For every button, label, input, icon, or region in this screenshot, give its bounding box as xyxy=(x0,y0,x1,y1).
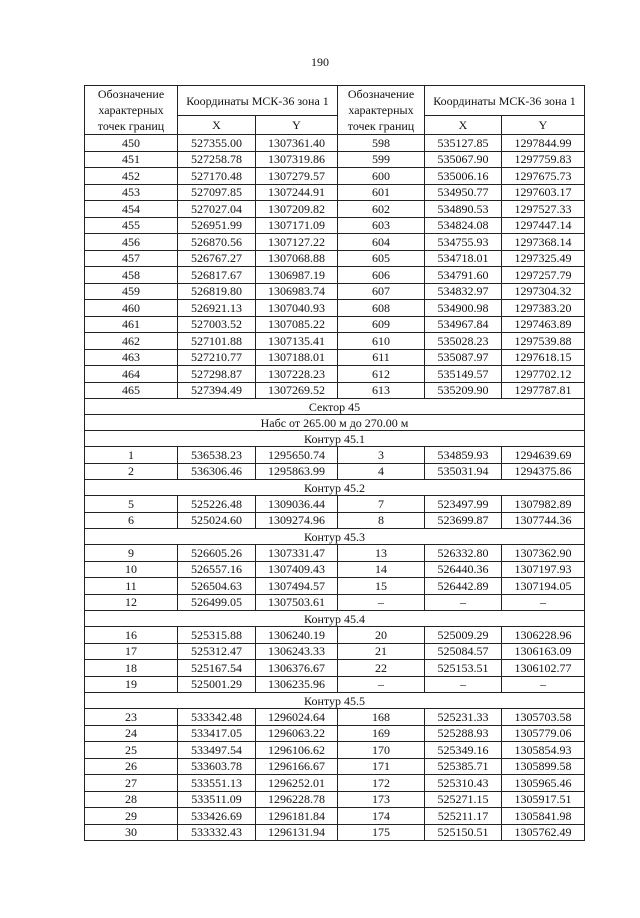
table-cell: 525009.29 xyxy=(425,627,502,644)
table-cell: 1307269.52 xyxy=(256,382,338,399)
table-cell: 527298.87 xyxy=(178,366,256,383)
table-cell: – xyxy=(425,594,502,611)
table-cell: 15 xyxy=(338,578,425,595)
table-cell: 1305779.06 xyxy=(502,725,585,742)
table-cell: 175 xyxy=(338,824,425,841)
table-cell: 603 xyxy=(338,217,425,234)
table-cell: 526921.13 xyxy=(178,300,256,317)
table-cell: 533332.43 xyxy=(178,824,256,841)
table-row xyxy=(85,250,585,267)
table-cell: 1306235.96 xyxy=(256,676,338,693)
table-cell: 535067.90 xyxy=(425,151,502,168)
table-cell: 604 xyxy=(338,234,425,251)
table-cell: 527101.88 xyxy=(178,333,256,350)
table-cell: 171 xyxy=(338,758,425,775)
table-cell: 1306240.19 xyxy=(256,627,338,644)
table-cell: 535087.97 xyxy=(425,349,502,366)
table-cell: 523699.87 xyxy=(425,512,502,529)
table-cell: – xyxy=(502,594,585,611)
table-cell: 526767.27 xyxy=(178,250,256,267)
table-cell: 534718.01 xyxy=(425,250,502,267)
table-cell: 458 xyxy=(85,267,178,284)
contour-title: Контур 45.1 xyxy=(85,431,585,447)
table-row xyxy=(85,201,585,218)
table-cell: 526817.67 xyxy=(178,267,256,284)
table-row xyxy=(85,660,585,677)
table-cell: 1307362.90 xyxy=(502,545,585,562)
table-cell: 1306102.77 xyxy=(502,660,585,677)
table-row xyxy=(85,349,585,366)
table-cell: 465 xyxy=(85,382,178,399)
table-row xyxy=(85,824,585,841)
table-cell: 1307068.88 xyxy=(256,250,338,267)
table-cell: 609 xyxy=(338,316,425,333)
table-cell: 1297304.32 xyxy=(502,283,585,300)
table-row xyxy=(85,594,585,611)
table-cell: 1294375.86 xyxy=(502,463,585,480)
table-cell: 1296131.94 xyxy=(256,824,338,841)
table-cell: 1297844.99 xyxy=(502,135,585,152)
contour-title: Контур 45.2 xyxy=(85,480,585,496)
table-row xyxy=(85,382,585,399)
sector-subtitle-row xyxy=(85,415,585,431)
table-cell: 525312.47 xyxy=(178,643,256,660)
table-cell: 16 xyxy=(85,627,178,644)
table-row xyxy=(85,496,585,513)
contour-title-row xyxy=(85,611,585,627)
table-cell: 1306243.33 xyxy=(256,643,338,660)
table-cell: 22 xyxy=(338,660,425,677)
table-cell: 2 xyxy=(85,463,178,480)
table-cell: 525167.54 xyxy=(178,660,256,677)
table-cell: 535031.94 xyxy=(425,463,502,480)
table-cell: 1295863.99 xyxy=(256,463,338,480)
table-cell: 1307040.93 xyxy=(256,300,338,317)
table-cell: 526499.05 xyxy=(178,594,256,611)
table-cell: 607 xyxy=(338,283,425,300)
table-row xyxy=(85,627,585,644)
table-row xyxy=(85,578,585,595)
table-cell: 525226.48 xyxy=(178,496,256,513)
table-cell: 6 xyxy=(85,512,178,529)
table-cell: 4 xyxy=(338,463,425,480)
table-cell: 534824.08 xyxy=(425,217,502,234)
table-cell: 1307244.91 xyxy=(256,184,338,201)
header-point-left: Обозначение характерных точек границ xyxy=(85,86,178,135)
table-cell: 17 xyxy=(85,643,178,660)
table-cell: 29 xyxy=(85,808,178,825)
table-row xyxy=(85,135,585,152)
table-cell: 526442.89 xyxy=(425,578,502,595)
table-cell: 1297368.14 xyxy=(502,234,585,251)
table-row xyxy=(85,758,585,775)
table-cell: 527355.00 xyxy=(178,135,256,152)
table-cell: 533417.05 xyxy=(178,725,256,742)
table-cell: 1307331.47 xyxy=(256,545,338,562)
table-cell: 534791.60 xyxy=(425,267,502,284)
table-cell: 533511.09 xyxy=(178,791,256,808)
table-cell: – xyxy=(338,594,425,611)
table-row xyxy=(85,234,585,251)
table-cell: 1309274.96 xyxy=(256,512,338,529)
table-row xyxy=(85,300,585,317)
table-cell: 525001.29 xyxy=(178,676,256,693)
table-cell: 1296252.01 xyxy=(256,775,338,792)
table-cell: 534950.77 xyxy=(425,184,502,201)
table-cell: 1296024.64 xyxy=(256,709,338,726)
table-row xyxy=(85,742,585,759)
table-cell: 1 xyxy=(85,447,178,464)
table-cell: 8 xyxy=(338,512,425,529)
table-cell: 525150.51 xyxy=(425,824,502,841)
table-cell: 1307194.05 xyxy=(502,578,585,595)
table-row xyxy=(85,316,585,333)
table-row xyxy=(85,808,585,825)
table-row xyxy=(85,775,585,792)
table-cell: 1296063.22 xyxy=(256,725,338,742)
coordinates-table xyxy=(84,85,585,841)
header-x-right: X xyxy=(425,116,502,135)
table-cell: 24 xyxy=(85,725,178,742)
table-row xyxy=(85,217,585,234)
table-cell: 611 xyxy=(338,349,425,366)
table-cell: 610 xyxy=(338,333,425,350)
table-cell: 1297527.33 xyxy=(502,201,585,218)
table-cell: 526332.80 xyxy=(425,545,502,562)
table-cell: 23 xyxy=(85,709,178,726)
contour-title: Контур 45.4 xyxy=(85,611,585,627)
table-cell: 1307127.22 xyxy=(256,234,338,251)
table-cell: 535209.90 xyxy=(425,382,502,399)
table-cell: 1297463.89 xyxy=(502,316,585,333)
table-cell: 1306228.96 xyxy=(502,627,585,644)
table-cell: 1297675.73 xyxy=(502,168,585,185)
table-cell: 1297702.12 xyxy=(502,366,585,383)
table-cell: 1307361.40 xyxy=(256,135,338,152)
table-cell: 534967.84 xyxy=(425,316,502,333)
table-cell: 1306983.74 xyxy=(256,283,338,300)
table-cell: 527003.52 xyxy=(178,316,256,333)
table-cell: 453 xyxy=(85,184,178,201)
table-cell: 1305841.98 xyxy=(502,808,585,825)
table-cell: 536538.23 xyxy=(178,447,256,464)
table-cell: 612 xyxy=(338,366,425,383)
sector-subtitle: Набс от 265.00 м до 270.00 м xyxy=(85,415,585,431)
table-cell: 1297618.15 xyxy=(502,349,585,366)
table-cell: 1306376.67 xyxy=(256,660,338,677)
table-cell: 456 xyxy=(85,234,178,251)
table-row xyxy=(85,676,585,693)
table-cell: 525211.17 xyxy=(425,808,502,825)
header-coords-left: Координаты МСК-36 зона 1 xyxy=(178,86,338,116)
table-cell: – xyxy=(502,676,585,693)
table-cell: 1297383.20 xyxy=(502,300,585,317)
table-cell: 460 xyxy=(85,300,178,317)
table-cell: 25 xyxy=(85,742,178,759)
table-cell: 534859.93 xyxy=(425,447,502,464)
table-cell: 1305965.46 xyxy=(502,775,585,792)
table-cell: 1294639.69 xyxy=(502,447,585,464)
table-cell: 12 xyxy=(85,594,178,611)
table-cell: 527394.49 xyxy=(178,382,256,399)
table-cell: 602 xyxy=(338,201,425,218)
table-row xyxy=(85,151,585,168)
table-cell: 452 xyxy=(85,168,178,185)
table-cell: 28 xyxy=(85,791,178,808)
table-cell: 613 xyxy=(338,382,425,399)
table-cell: 525153.51 xyxy=(425,660,502,677)
table-cell: 525231.33 xyxy=(425,709,502,726)
table-cell: 1295650.74 xyxy=(256,447,338,464)
table-cell: 1297603.17 xyxy=(502,184,585,201)
table-cell: 1297787.81 xyxy=(502,382,585,399)
table-cell: 3 xyxy=(338,447,425,464)
table-cell: 606 xyxy=(338,267,425,284)
header-y-left: Y xyxy=(256,116,338,135)
table-cell: 462 xyxy=(85,333,178,350)
table-cell: 459 xyxy=(85,283,178,300)
table-cell: 536306.46 xyxy=(178,463,256,480)
table-cell: 1307171.09 xyxy=(256,217,338,234)
table-cell: 523497.99 xyxy=(425,496,502,513)
header-y-right: Y xyxy=(502,116,585,135)
table-cell: 1307279.57 xyxy=(256,168,338,185)
table-cell: 533603.78 xyxy=(178,758,256,775)
table-cell: 535006.16 xyxy=(425,168,502,185)
table-cell: 525024.60 xyxy=(178,512,256,529)
table-cell: 10 xyxy=(85,561,178,578)
table-cell: 526440.36 xyxy=(425,561,502,578)
table-cell: 1307135.41 xyxy=(256,333,338,350)
table-cell: 601 xyxy=(338,184,425,201)
table-cell: 1307228.23 xyxy=(256,366,338,383)
table-row xyxy=(85,512,585,529)
table-cell: 525084.57 xyxy=(425,643,502,660)
table-cell: 1305762.49 xyxy=(502,824,585,841)
table-cell: 533551.13 xyxy=(178,775,256,792)
table-cell: 7 xyxy=(338,496,425,513)
table-cell: 1309036.44 xyxy=(256,496,338,513)
table-cell: 11 xyxy=(85,578,178,595)
table-cell: 1296166.67 xyxy=(256,758,338,775)
table-cell: 26 xyxy=(85,758,178,775)
table-row xyxy=(85,725,585,742)
table-cell: 20 xyxy=(338,627,425,644)
table-row xyxy=(85,447,585,464)
table-cell: 168 xyxy=(338,709,425,726)
table-cell: 1297447.14 xyxy=(502,217,585,234)
table-cell: 169 xyxy=(338,725,425,742)
table-cell: 27 xyxy=(85,775,178,792)
table-cell: 1307982.89 xyxy=(502,496,585,513)
table-cell: 526951.99 xyxy=(178,217,256,234)
table-cell: 525288.93 xyxy=(425,725,502,742)
table-cell: 454 xyxy=(85,201,178,218)
table-cell: 463 xyxy=(85,349,178,366)
table-cell: 1307188.01 xyxy=(256,349,338,366)
table-cell: 174 xyxy=(338,808,425,825)
table-row xyxy=(85,168,585,185)
table-cell: – xyxy=(425,676,502,693)
table-cell: 525310.43 xyxy=(425,775,502,792)
table-row xyxy=(85,561,585,578)
table-cell: 21 xyxy=(338,643,425,660)
table-cell: 525349.16 xyxy=(425,742,502,759)
table-cell: – xyxy=(338,676,425,693)
table-row xyxy=(85,545,585,562)
table-cell: 535028.23 xyxy=(425,333,502,350)
table-cell: 525315.88 xyxy=(178,627,256,644)
table-row xyxy=(85,267,585,284)
table-cell: 605 xyxy=(338,250,425,267)
table-cell: 534900.98 xyxy=(425,300,502,317)
table-cell: 1296106.62 xyxy=(256,742,338,759)
table-cell: 535149.57 xyxy=(425,366,502,383)
table-cell: 18 xyxy=(85,660,178,677)
table-cell: 535127.85 xyxy=(425,135,502,152)
table-cell: 14 xyxy=(338,561,425,578)
table-row xyxy=(85,643,585,660)
table-cell: 1297325.49 xyxy=(502,250,585,267)
table-cell: 526819.80 xyxy=(178,283,256,300)
table-cell: 1307494.57 xyxy=(256,578,338,595)
table-cell: 1297257.79 xyxy=(502,267,585,284)
contour-title-row xyxy=(85,693,585,709)
table-cell: 1307197.93 xyxy=(502,561,585,578)
table-cell: 1307209.82 xyxy=(256,201,338,218)
table-cell: 533426.69 xyxy=(178,808,256,825)
table-cell: 461 xyxy=(85,316,178,333)
table-row xyxy=(85,283,585,300)
table-cell: 9 xyxy=(85,545,178,562)
table-cell: 455 xyxy=(85,217,178,234)
table-cell: 533497.54 xyxy=(178,742,256,759)
table-row xyxy=(85,791,585,808)
table-cell: 13 xyxy=(338,545,425,562)
sector-title: Сектор 45 xyxy=(85,399,585,415)
table-cell: 19 xyxy=(85,676,178,693)
table-cell: 526605.26 xyxy=(178,545,256,562)
table-cell: 525271.15 xyxy=(425,791,502,808)
header-point-right: Обозначение характерных точек границ xyxy=(338,86,425,135)
table-cell: 170 xyxy=(338,742,425,759)
table-row xyxy=(85,709,585,726)
table-row xyxy=(85,463,585,480)
table-cell: 1297759.83 xyxy=(502,151,585,168)
table-cell: 534890.53 xyxy=(425,201,502,218)
table-cell: 600 xyxy=(338,168,425,185)
table-cell: 598 xyxy=(338,135,425,152)
table-cell: 608 xyxy=(338,300,425,317)
contour-title: Контур 45.5 xyxy=(85,693,585,709)
table-cell: 451 xyxy=(85,151,178,168)
table-cell: 527258.78 xyxy=(178,151,256,168)
table-cell: 526557.16 xyxy=(178,561,256,578)
contour-title: Контур 45.3 xyxy=(85,529,585,545)
table-cell: 526504.63 xyxy=(178,578,256,595)
table-cell: 1306987.19 xyxy=(256,267,338,284)
table-cell: 1307085.22 xyxy=(256,316,338,333)
table-cell: 526870.56 xyxy=(178,234,256,251)
table-cell: 1307409.43 xyxy=(256,561,338,578)
table-cell: 525385.71 xyxy=(425,758,502,775)
table-cell: 173 xyxy=(338,791,425,808)
page-number: 190 xyxy=(311,55,329,69)
table-cell: 457 xyxy=(85,250,178,267)
contour-title-row xyxy=(85,431,585,447)
table-cell: 450 xyxy=(85,135,178,152)
table-cell: 527097.85 xyxy=(178,184,256,201)
table-cell: 5 xyxy=(85,496,178,513)
table-cell: 527210.77 xyxy=(178,349,256,366)
table-cell: 1305854.93 xyxy=(502,742,585,759)
table-row xyxy=(85,333,585,350)
table-cell: 30 xyxy=(85,824,178,841)
table-cell: 527027.04 xyxy=(178,201,256,218)
header-x-left: X xyxy=(178,116,256,135)
table-cell: 1306163.09 xyxy=(502,643,585,660)
table-cell: 534755.93 xyxy=(425,234,502,251)
table-cell: 527170.48 xyxy=(178,168,256,185)
header-coords-right: Координаты МСК-36 зона 1 xyxy=(425,86,585,116)
table-row xyxy=(85,366,585,383)
table-cell: 533342.48 xyxy=(178,709,256,726)
table-cell: 599 xyxy=(338,151,425,168)
table-cell: 1296181.84 xyxy=(256,808,338,825)
table-cell: 1307319.86 xyxy=(256,151,338,168)
table-cell: 172 xyxy=(338,775,425,792)
table-cell: 1307744.36 xyxy=(502,512,585,529)
table-cell: 1305899.58 xyxy=(502,758,585,775)
table-cell: 1305703.58 xyxy=(502,709,585,726)
table-cell: 1307503.61 xyxy=(256,594,338,611)
table-cell: 1296228.78 xyxy=(256,791,338,808)
table-cell: 534832.97 xyxy=(425,283,502,300)
sector-title-row xyxy=(85,399,585,415)
table-row xyxy=(85,184,585,201)
table-cell: 1297539.88 xyxy=(502,333,585,350)
table-cell: 1305917.51 xyxy=(502,791,585,808)
contour-title-row xyxy=(85,529,585,545)
contour-title-row xyxy=(85,480,585,496)
table-cell: 464 xyxy=(85,366,178,383)
